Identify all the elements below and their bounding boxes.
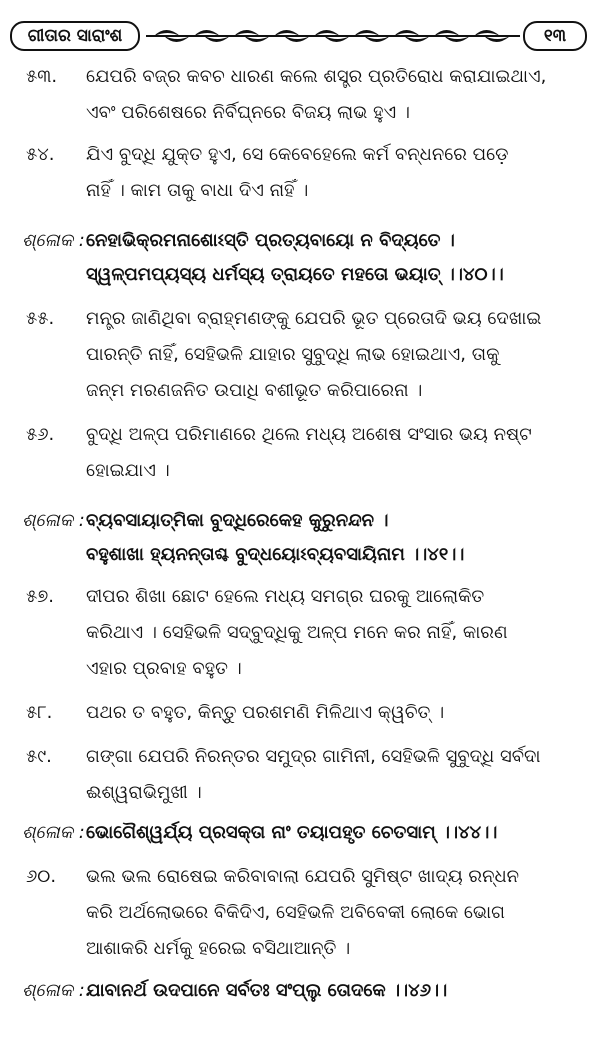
sloka-text: ନେହାଭିକ୍ରମନାଶୋଽସ୍ତି ପ୍ରତ୍ୟବାୟୋ ନ ବିଦ୍ୟତେ । (86, 230, 455, 251)
item-number: ୫୬. (26, 424, 55, 445)
item-number: ୫୪. (26, 144, 55, 165)
sloka-text: ଯାବାନର୍ଥ ଉଦପାନେ ସର୍ବତଃ ସଂପ୍ଲୁ ତୋଦକେ ।।୪୬।। (86, 980, 448, 1001)
page-header (0, 0, 600, 66)
item-number: ୫୯. (26, 746, 52, 767)
sloka-text: ଭୋଗୈଶ୍ୱର୍ଯ୍ୟ ପ୍ରସକ୍ତା ନାଂ ତୟାପହୃତ ଚେତସାମ୍ ।।୪୪।। (86, 822, 498, 843)
item-text: କରିଥାଏ । ସେହିଭଳି ସଦ୍‌ବୁଦ୍ଧିକୁ ଅଳ୍ପ ମନେ କର ନାହିଁ, କାରଣ (86, 622, 508, 643)
page-number: ୧୩ (523, 21, 587, 51)
item-text: ପାରନ୍ତି ନାହିଁ, ସେହିଭଳି ଯାହାର ସୁବୁଦ୍ଧି ଲାଭ ହୋଇଥାଏ, ତାକୁ (86, 344, 500, 365)
item-text: ଆଶାକରି ଧର୍ମକୁ ହରେଇ ବସିଥାଆନ୍ତି । (86, 938, 351, 959)
chapter-title: ଗୀତାର ସାରାଂଶ (10, 21, 140, 51)
sloka-label: ଶ୍ଳୋକ : (22, 980, 85, 1001)
item-text: ଯେପରି ବଜ୍ର କବଚ ଧାରଣ କଲେ ଶସ୍ତ୍ର ପ୍ରତିରୋଧ କରାଯାଇଥାଏ, (86, 66, 547, 87)
item-number: ୫୫. (26, 308, 55, 329)
item-number: ୬୦. (26, 866, 57, 887)
item-text: ଏହାର ପ୍ରବାହ ବହୁତ । (86, 658, 242, 679)
item-text: ଦୀପର ଶିଖା ଛୋଟ ହେଲେ ମଧ୍ୟ ସମଗ୍ର ଘରକୁ ଆଲୋକିତ (86, 586, 485, 607)
item-text: ଯିଏ ବୁଦ୍ଧି ଯୁକ୍ତ ହୁଏ, ସେ କେବେହେଲେ କର୍ମ ବନ୍ଧନରେ ପଡ଼େ (86, 144, 509, 165)
item-text: ଈଶ୍ୱରାଭିମୁଖୀ । (86, 782, 202, 803)
sloka-label: ଶ୍ଳୋକ : (22, 510, 85, 531)
item-text: ନାହିଁ । କାମ ତାକୁ ବାଧା ଦିଏ ନାହିଁ । (86, 180, 309, 201)
item-text: ଏବଂ ପରିଶେଷରେ ନିର୍ବିଘ୍ନରେ ବିଜୟ ଲାଭ ହୁଏ । (86, 102, 411, 123)
sloka-text: ବ୍ୟବସାୟାତ୍ମିକା ବୁଦ୍ଧିରେକେହ କୁରୁନନ୍ଦନ । (86, 510, 389, 531)
item-text: ବୁଦ୍ଧି ଅଳ୍ପ ପରିମାଣରେ ଥିଲେ ମଧ୍ୟ ଅଶେଷ ସଂସାର ଭୟ ନଷ୍ଟ (86, 424, 532, 445)
item-number: ୫୭. (26, 586, 54, 607)
item-text: ଜନ୍ମ ମରଣଜନିତ ଉପାଧି ବଶୀଭୂତ କରିପାରେନା । (86, 380, 423, 401)
decorative-border (146, 22, 520, 50)
sloka-label: ଶ୍ଳୋକ : (22, 230, 85, 251)
item-text: ହୋଇଯାଏ । (86, 460, 170, 481)
item-number: ୫୩. (26, 66, 58, 87)
sloka-text: ବହୁଶାଖା ହ୍ୟନନ୍ତାଶ୍ଚ ବୁଦ୍ଧୟୋଽବ୍ୟବସାୟିନାମ ।।୪୧।। (86, 544, 465, 565)
sloka-text: ସ୍ୱଳ୍ପମପ୍ୟସ୍ୟ ଧର୍ମସ୍ୟ ତ୍ରାୟତେ ମହତୋ ଭୟାତ୍ ।।୪୦।। (86, 264, 504, 285)
item-text: ଭଲ ଭଲ ରୋଷେଇ କରିବାବାଲା ଯେପରି ସୁମିଷ୍ଟ ଖାଦ୍ୟ ରନ୍ଧନ (86, 866, 520, 887)
sloka-label: ଶ୍ଳୋକ : (22, 822, 85, 843)
item-text: ଗଙ୍ଗା ଯେପରି ନିରନ୍ତର ସମୁଦ୍ର ଗାମିନୀ, ସେହିଭଳି ସୁବୁଦ୍ଧି ସର୍ବଦା (86, 746, 541, 767)
item-number: ୫୮. (26, 702, 53, 723)
item-text: ପଥର ତ ବହୁତ, କିନ୍ତୁ ପରଶମଣି ମିଳିଥାଏ କ୍ୱଚିତ୍ । (86, 702, 445, 723)
item-text: ମନ୍ତ୍ର ଜାଣିଥିବା ବ୍ରାହ୍ମଣଙ୍କୁ ଯେପରି ଭୂତ ପ୍ରେତାଦି ଭୟ ଦେଖାଇ (86, 308, 542, 329)
item-text: କରି ଅର୍ଥଲୋଭରେ ବିକିଦିଏ, ସେହିଭଳି ଅବିବେକୀ ଲୋକେ ଭୋଗ (86, 902, 505, 923)
